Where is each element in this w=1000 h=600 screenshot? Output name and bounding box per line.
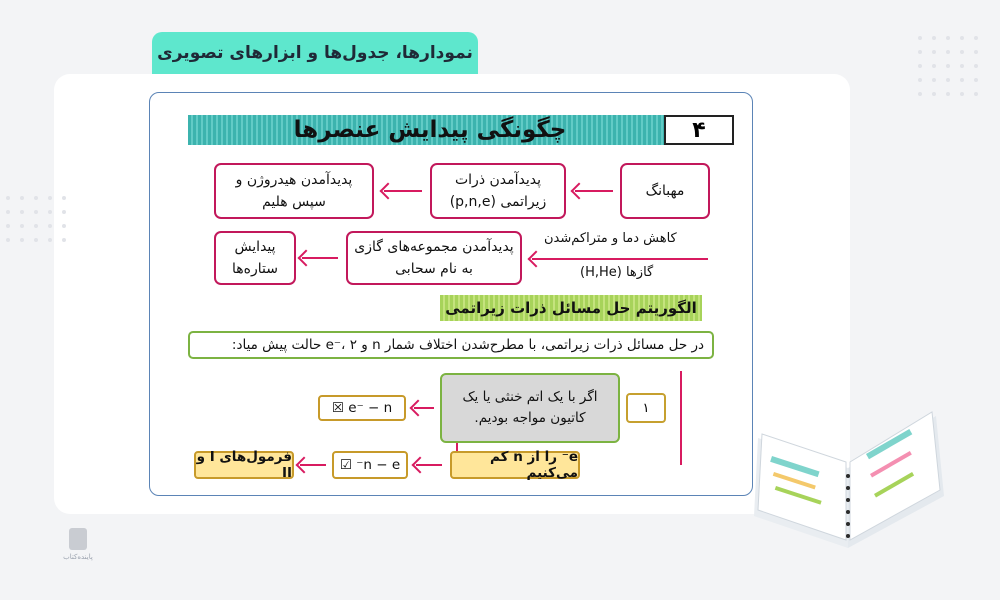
algorithm-title: الگوریتم حل مسائل ذرات زیراتمی [440, 295, 702, 321]
decorative-dots-top [918, 36, 978, 96]
box-hydrogen-helium: پدیدآمدن هیدروژن و سپس هلیم [214, 163, 374, 219]
brand-logo [58, 528, 98, 561]
open-book-illustration [748, 398, 948, 548]
brand-logo-icon [69, 528, 87, 550]
cooling-label: کاهش دما و متراکم‌شدن [544, 231, 677, 246]
section-tag [152, 32, 478, 74]
arrow-left-icon [414, 407, 434, 409]
box-stars: پیدایش ستاره‌ها [214, 231, 296, 285]
arrow-left-icon [384, 190, 422, 192]
algorithm-statement: در حل مسائل ذرات زیراتمی، با مطرح‌شدن اختلاف شمار n و e⁻، ۲ حالت پیش میاد: [188, 331, 714, 359]
book-icon [748, 398, 948, 548]
case-number: ۱ [626, 393, 666, 423]
case-condition: اگر با یک اتم خنثی یا یک کاتیون مواجه بودیم. [440, 373, 620, 443]
box-subatomic: پدیدآمدن ذرات زیراتمی (p,n,e) [430, 163, 566, 219]
arrow-left-icon [532, 258, 708, 260]
textbook-excerpt [149, 92, 753, 496]
result-check: n − e⁻ ☑ [332, 451, 408, 479]
arrow-left-icon [300, 464, 326, 466]
arrow-left-icon [575, 190, 613, 192]
section-number: ۴ [664, 115, 734, 145]
step-subtract: e⁻ را از n کم می‌کنیم [450, 451, 580, 479]
box-nebula: پدیدآمدن مجموعه‌های گازی به نام سحابی [346, 231, 522, 285]
arrow-left-icon [416, 464, 442, 466]
decorative-dots-left [6, 196, 66, 242]
box-big-bang: مهبانگ [620, 163, 710, 219]
connector-line [680, 371, 682, 465]
section-title: چگونگی پیدایش عنصرها [293, 117, 567, 143]
brand-name: پاینده‌کتاب [63, 553, 93, 561]
formulas-box: فرمول‌های I و II [194, 451, 294, 479]
gases-label: گازها (H,He) [580, 265, 654, 280]
arrow-left-icon [302, 257, 338, 259]
result-cross: e⁻ − n ☒ [318, 395, 406, 421]
section-tag-label: نمودارها، جدول‌ها و ابزارهای تصویری [157, 43, 473, 63]
